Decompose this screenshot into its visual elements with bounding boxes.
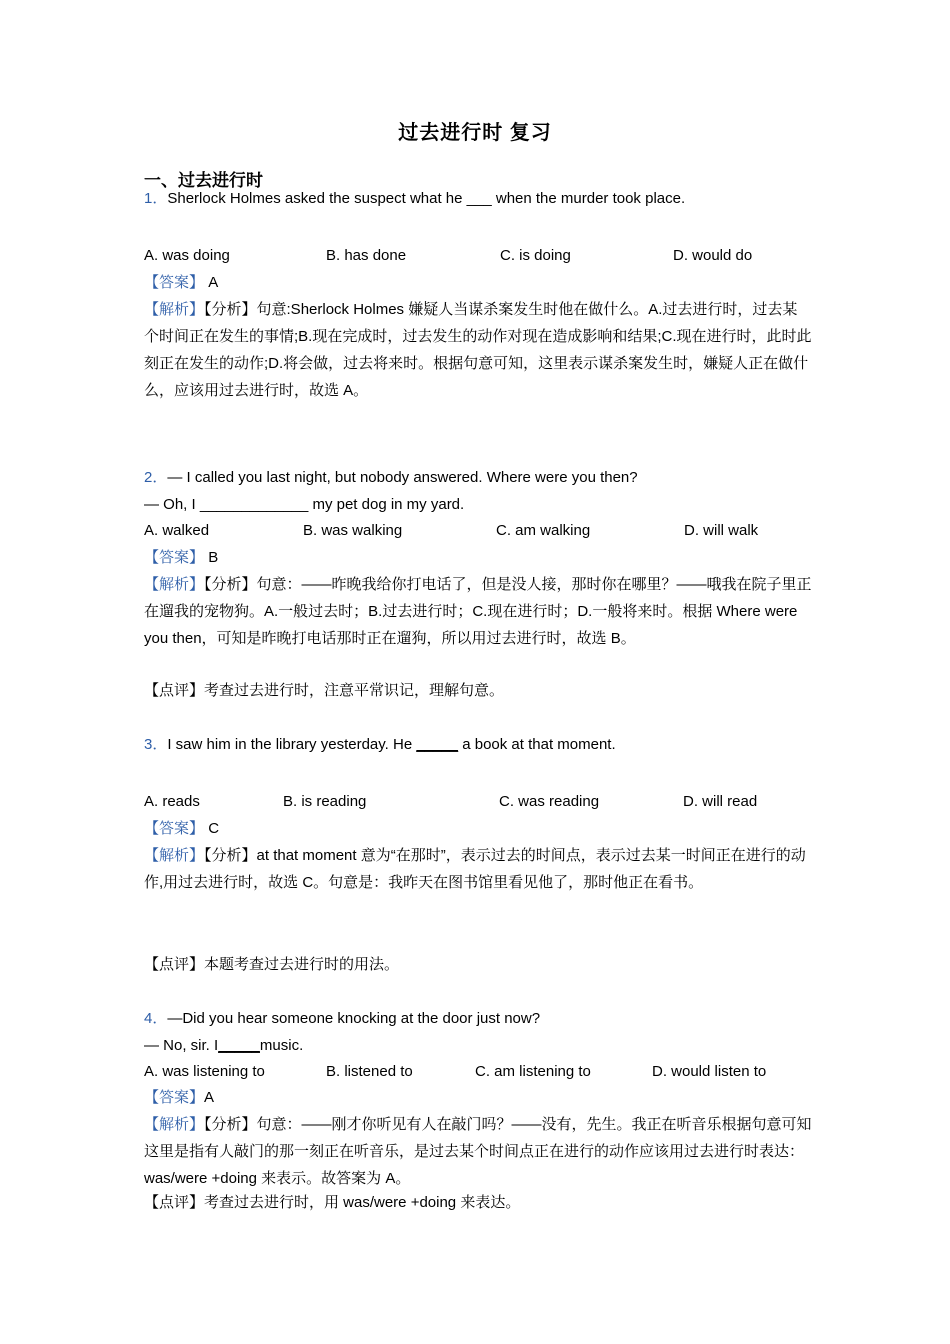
question-stem-end: a book at that moment. — [458, 736, 616, 753]
question-stem: —Did you hear someone knocking at the door just now? — [167, 1010, 541, 1027]
question-3 — [144, 732, 616, 758]
analysis-tag: 【解析】 — [144, 576, 205, 593]
question-stem: — I called you last night, but nobody answered. Where were you then? — [167, 469, 638, 486]
answer-value: A — [204, 1089, 215, 1106]
question-number: 1． — [144, 190, 168, 207]
question-4 — [144, 1006, 540, 1032]
analysis-paragraph — [144, 1111, 812, 1192]
question-number: 4． — [144, 1010, 168, 1027]
option-a: A. was doing — [144, 247, 230, 264]
question-stem-end: music. — [259, 1037, 304, 1054]
question-blank: _____ — [218, 1037, 260, 1054]
comment-line: 【点评】本题考查过去进行时的用法。 — [144, 956, 400, 973]
analysis-paragraph — [144, 842, 812, 896]
analysis-text: 【分析】句意:Sherlock Holmes 嫌疑人当谋杀案发生时他在做什么。A.过去进行时，过去某个时间正在发生的事情;B.现在完成时，过去发生的动作对现在造成影响和结果;C.现在进行时，此时此刻正在发生的动作;D.将会做，过去将来时。根据句意可知，这里表示谋杀案发生时，嫌疑人正在做什么，应该用过去进行时，故选 A。 — [144, 301, 812, 399]
analysis-tag: 【解析】 — [144, 301, 205, 318]
section-heading: 一、过去进行时 — [144, 171, 263, 190]
answer-line — [144, 816, 219, 842]
question-2 — [144, 465, 638, 491]
option-b: B. was walking — [303, 522, 403, 539]
answer-line — [144, 270, 218, 296]
option-c: C. was reading — [499, 793, 600, 810]
option-d: D. will read — [683, 793, 758, 810]
question-1 — [144, 186, 685, 212]
question-stem: I saw him in the library yesterday. He — [167, 736, 417, 753]
option-d: D. will walk — [684, 522, 759, 539]
comment-line: 【点评】考查过去进行时，注意平常识记，理解句意。 — [144, 682, 505, 699]
analysis-text: 【分析】at that moment 意为“在那时”，表示过去的时间点，表示过去某一时间正在进行的动作,用过去进行时，故选 C。句意是：我昨天在图书馆里看见他了，那时他正在看书。 — [144, 847, 806, 891]
option-a: A. reads — [144, 793, 200, 810]
answer-line — [144, 1085, 214, 1111]
question-number: 2． — [144, 469, 168, 486]
option-d: D. would do — [673, 247, 753, 264]
answer-value: B — [208, 549, 219, 566]
answer-value: C — [208, 820, 220, 837]
option-a: A. was listening to — [144, 1063, 265, 1080]
document-title: 过去进行时 复习 — [398, 122, 552, 144]
option-c: C. is doing — [500, 247, 571, 264]
answer-line — [144, 545, 218, 571]
answer-tag: 【答案】 — [144, 1089, 205, 1106]
analysis-tag: 【解析】 — [144, 847, 205, 864]
analysis-paragraph — [144, 571, 812, 652]
option-a: A. walked — [144, 522, 210, 539]
option-c: C. am walking — [496, 522, 591, 539]
question-stem: — No, sir. I — [144, 1037, 219, 1054]
analysis-paragraph — [144, 296, 812, 404]
option-b: B. listened to — [326, 1063, 413, 1080]
analysis-tag: 【解析】 — [144, 1116, 205, 1133]
comment-line: 【点评】考查过去进行时，用 was/were +doing 来表达。 — [144, 1194, 521, 1211]
answer-tag: 【答案】 — [144, 820, 205, 837]
option-b: B. has done — [326, 247, 407, 264]
question-blank: _____ — [416, 736, 459, 753]
question-stem: Sherlock Holmes asked the suspect what he ___ when the murder took place. — [167, 190, 686, 207]
option-d: D. would listen to — [652, 1063, 767, 1080]
question-stem-line-2: — Oh, I _____________ my pet dog in my yard. — [144, 496, 465, 513]
analysis-text: 【分析】句意：——刚才你听见有人在敲门吗？——没有，先生。我正在听音乐根据句意可知这里是指有人敲门的那一刻正在听音乐，是过去某个时间点正在进行的动作应该用过去进行时表达：was/were +doing 来表示。故答案为 A。 — [144, 1116, 812, 1187]
analysis-text: 【分析】句意：——昨晚我给你打电话了，但是没人接，那时你在哪里？——哦我在院子里正在遛我的宠物狗。A.一般过去时；B.过去进行时；C.现在进行时；D.一般将来时。根据 Where were you then，可知是昨晚打电话那时正在遛狗，所以用过去进行时，故选 B。 — [144, 576, 812, 647]
question-number: 3． — [144, 736, 168, 753]
question-stem-line-2 — [144, 1033, 303, 1059]
answer-tag: 【答案】 — [144, 274, 205, 291]
option-b: B. is reading — [283, 793, 367, 810]
answer-tag: 【答案】 — [144, 549, 205, 566]
option-c: C. am listening to — [475, 1063, 591, 1080]
answer-value: A — [208, 274, 219, 291]
